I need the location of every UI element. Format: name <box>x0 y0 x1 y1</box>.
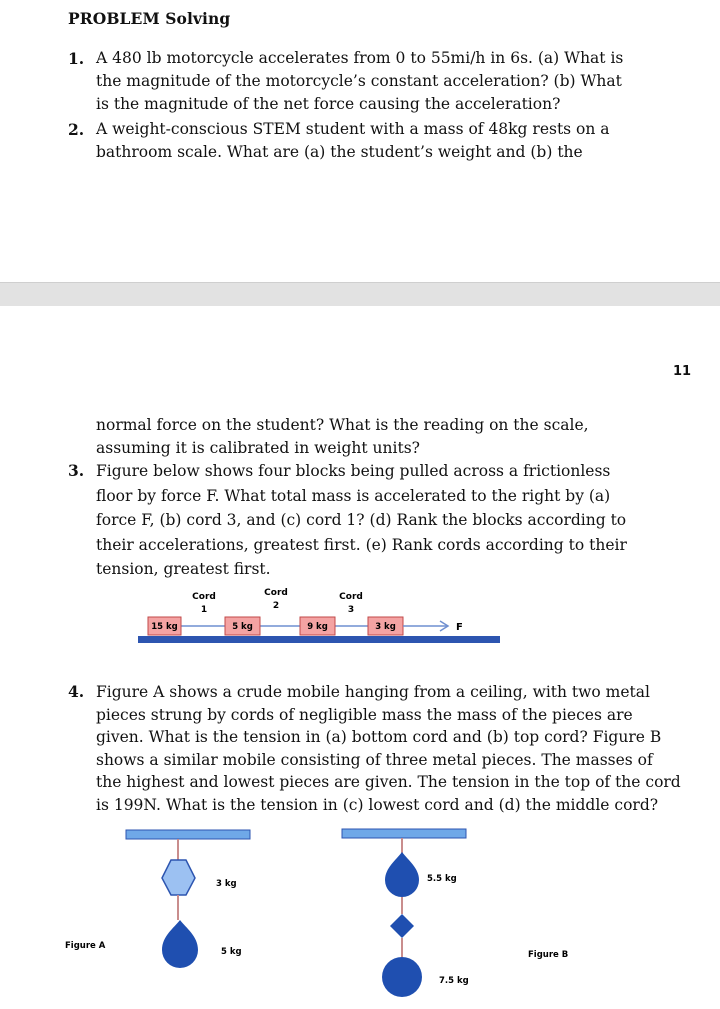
figure-a-bottom-mass: 5 kg <box>221 947 242 957</box>
mobile-figures <box>0 816 720 1001</box>
cord-3-number: 3 <box>347 605 355 615</box>
problem-4-line-1: Figure A shows a crude mobile hanging from a ceiling, with two metal <box>96 683 650 701</box>
figure-a-hexagon-piece <box>162 860 195 895</box>
block-3kg-label: 3 kg <box>375 622 396 632</box>
figure-a-ceiling <box>126 830 250 839</box>
problem-4-line-6: is 199N. What is the tension in (c) lowest cord and (d) the middle cord? <box>96 795 659 814</box>
problem-2-number: 2. <box>68 120 85 139</box>
block-5kg-label: 5 kg <box>232 622 253 632</box>
page-number: 11 <box>673 364 692 379</box>
page-2 <box>0 306 720 1009</box>
figure-b-caption: Figure B <box>528 950 569 960</box>
figure-b-ceiling <box>342 829 466 838</box>
blocks-figure <box>130 582 510 644</box>
problem-4-line-5: the highest and lowest pieces are given. The tension in the top of the cord <box>96 773 681 791</box>
cord-3-title: Cord <box>339 592 363 602</box>
cord-2-title: Cord <box>264 588 288 598</box>
page-heading: PROBLEM Solving <box>68 9 231 28</box>
force-label: F <box>456 622 463 633</box>
problem-4-line-2: pieces strung by cords of negligible mass the mass of the pieces are <box>96 705 633 724</box>
block-9kg-label: 9 kg <box>307 622 328 632</box>
problem-3-line-2: floor by force F. What total mass is accelerated to the right by (a) <box>96 486 611 505</box>
figure-a-caption: Figure A <box>65 941 106 951</box>
figure-b-bottom-mass: 7.5 kg <box>439 976 469 986</box>
figure-a-top-mass: 3 kg <box>216 879 237 889</box>
cord-1-title: Cord <box>192 592 216 602</box>
problem-1-line-3: is the magnitude of the net force causing the acceleration? <box>96 95 561 113</box>
problem-3-line-1: Figure below shows four blocks being pulled across a frictionless <box>96 462 611 480</box>
problem-2-line-1: A weight-conscious STEM student with a mass of 48kg rests on a <box>96 120 610 138</box>
page-break <box>0 282 720 308</box>
problem-1-line-1: A 480 lb motorcycle accelerates from 0 to 55mi/h in 6s. (a) What is <box>96 49 624 67</box>
cord-1-number: 1 <box>200 605 208 615</box>
figure-a-teardrop-piece <box>162 920 198 968</box>
problem-2-line-3: normal force on the student? What is the reading on the scale, <box>96 416 589 434</box>
cord-2-number: 2 <box>272 601 280 611</box>
problem-4-number: 4. <box>68 682 85 701</box>
block-15kg-label: 15 kg <box>151 622 178 632</box>
problem-1-number: 1. <box>68 49 85 68</box>
page-1 <box>0 0 720 282</box>
problem-4-line-4: shows a similar mobile consisting of three metal pieces. The masses of <box>96 750 653 769</box>
figure-b-top-mass: 5.5 kg <box>427 874 457 884</box>
figure-b-circle-piece <box>382 957 422 997</box>
problem-3-number: 3. <box>68 461 85 480</box>
problem-3-line-4: their accelerations, greatest first. (e) Rank cords according to their <box>96 535 627 554</box>
problem-2-line-4: assuming it is calibrated in weight units? <box>96 439 420 457</box>
problem-3-line-3: force F, (b) cord 3, and (c) cord 1? (d) Rank the blocks according to <box>96 511 627 529</box>
figure-b-diamond-piece <box>390 914 414 938</box>
problem-4-line-3: given. What is the tension in (a) bottom cord and (b) top cord? Figure B <box>96 728 662 746</box>
floor <box>138 636 500 643</box>
problem-3-line-5: tension, greatest first. <box>96 560 271 578</box>
problem-1-line-2: the magnitude of the motorcycle’s constant acceleration? (b) What <box>96 72 622 90</box>
figure-b-teardrop-piece <box>385 852 419 897</box>
problem-2-line-2: bathroom scale. What are (a) the student’s weight and (b) the <box>96 143 583 161</box>
